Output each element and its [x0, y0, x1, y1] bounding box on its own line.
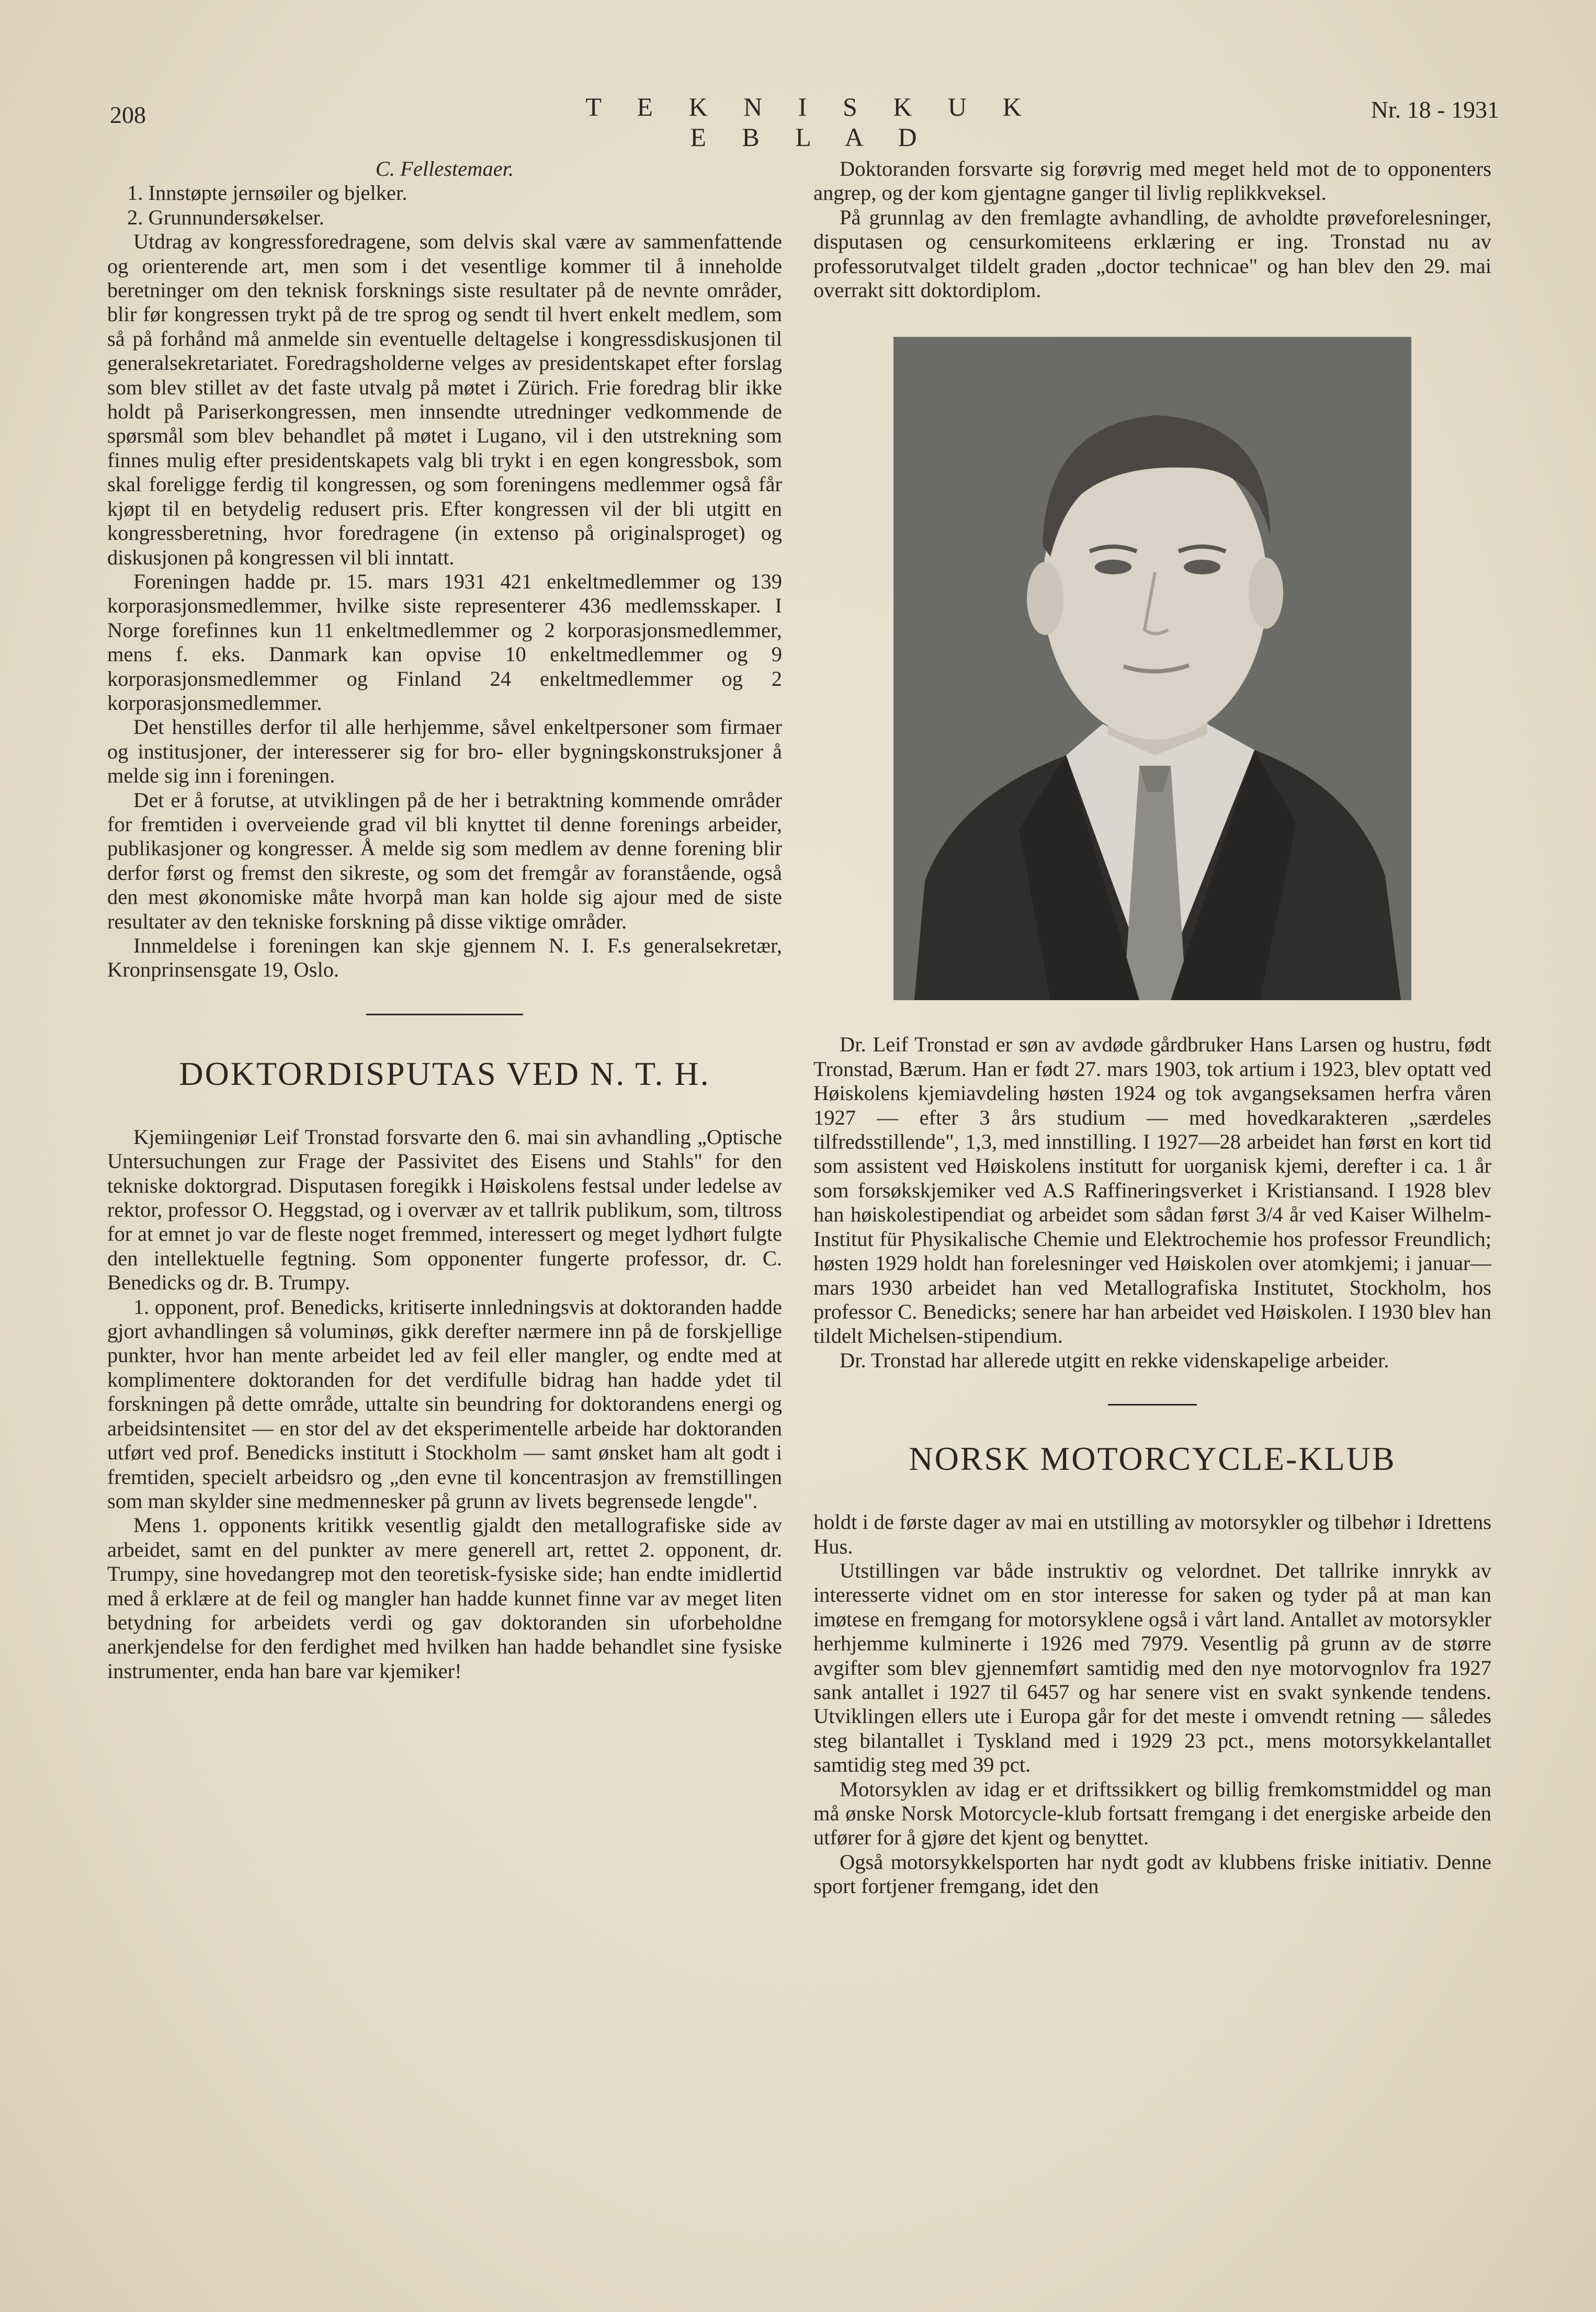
body-paragraph: Dr. Leif Tronstad er søn av avdøde gårdbruker Hans Larsen og hustru, født Tronstad, Bærum. Han er født 27. mars 1903, tok artium i 1923, blev optatt ved Høiskolens kjemiavdeling høsten 1924 og tok avgangseksamen herfra våren 1927 — efter 3 års studium — med hovedkarakteren „særdeles tilfredsstillende", 1,3, med innstilling. I 1927—28 arbeidet han først en kort tid som assistent ved Høiskolens institutt for uorganisk kjemi, derefter i ca. 1 år som forsøkskjemiker ved A.S Raffineringsverket i Kristiansand. I 1928 blev han høiskolestipendiat og arbeidet som sådan først 3/4 år ved Kaiser Wilhelm-Institut für Physikalische Chemie und Elektrochemie hos professor Freundlich; høsten 1929 holdt han forelesninger ved Høiskolen over atomkjemi; i januar—mars 1930 arbeidet han ved Metallografiska Institutet, Stockholm, hos professor C. Benedicks; senere har han arbeidet ved Høiskolen. I 1930 blev han tildelt Michelsen-stipendium.	[813, 1033, 1491, 1348]
body-paragraph: Doktoranden forsvarte sig forøvrig med meget held mot de to opponenters angrep, og der kom gjentagne ganger til livlig replikkveksel.	[813, 157, 1491, 205]
body-paragraph: Foreningen hadde pr. 15. mars 1931 421 enkeltmedlemmer og 139 korporasjonsmedlemmer, hvilke siste representerer 436 medlemsskaper. I Norge forefinnes kun 11 enkeltmedlemmer og 2 korporasjonsmedlemmer, mens f. eks. Danmark kan opvise 10 enkeltmedlemmer og 9 korporasjonsmedlemmer og Finland 24 enkeltmedlemmer og 2 korporasjonsmedlemmer.	[107, 569, 782, 715]
body-paragraph: holdt i de første dager av mai en utstilling av motorsykler og tilbehør i Idrettens Hus.	[813, 1510, 1491, 1558]
body-paragraph: Dr. Tronstad har allerede utgitt en rekke videnskapelige arbeider.	[840, 1348, 1389, 1372]
left-column	[107, 157, 782, 1683]
body-paragraph: Utdrag av kongressforedragene, som delvis skal være av sammenfattende og orienterende art, men som i det vesentlige kommer til å inneholde beretninger om den teknisk forsknings siste resultater på de nevnte områder, blir før kongressen trykt på de tre sprog og sendt til hvert enkelt medlem, som så på forhånd må anmelde sin eventuelle deltagelse i kongressdiskusjonen til generalsekretariatet. Foredragsholderne velges av presidentskapet efter forslag som blev stillet av det faste utvalg på møtet i Zürich. Frie foredrag blir ikke holdt på Pariserkongressen, men innsendte utredninger vedkommende de spørsmål som blev behandlet på møtet i Lugano, vil i den utstrekning som finnes mulig efter presidentskapets valg bli trykt i en egen kongressbok, som skal foreligge ferdig til kongressen, og som foreningens medlemmer også får kjøpt til en betydelig redusert pris. Efter kongressen vil der bli utgitt en kongressberetning, hvor foredragene (in extenso på originalsproget) og diskusjonen på kongressen vil bli inntatt.	[107, 230, 782, 569]
page-number: 208	[110, 101, 146, 128]
article-title: DOKTORDISPUTAS VED N. T. H.	[179, 1055, 710, 1092]
section-heading: C. Fellestemaer.	[375, 157, 514, 180]
body-paragraph: På grunnlag av den fremlagte avhandling, de avholdte prøveforelesninger, disputasen og censurkomiteens erklæring er ing. Tronstad nu av professorutvalget tildelt graden „doctor technicae" og han blev den 29. mai overrakt sitt doktordiplom.	[813, 205, 1491, 302]
section-divider	[366, 1014, 523, 1015]
right-column	[813, 157, 1491, 1899]
topic-list	[107, 181, 782, 230]
portrait-photo	[893, 337, 1411, 1000]
portrait-illustration	[893, 337, 1411, 1000]
body-paragraph: Innmeldelse i foreningen kan skje gjennem N. I. F.s generalsekretær, Kronprinsensgate 19, Oslo.	[107, 934, 782, 982]
list-item: 1. Innstøpte jernsøiler og bjelker.	[127, 181, 408, 205]
body-paragraph: Kjemiingeniør Leif Tronstad forsvarte den 6. mai sin avhandling „Optische Untersuchungen zur Frage der Passivitet des Eisens und Stahls" for den tekniske doktorgrad. Disputasen foregikk i Høiskolens festsal under ledelse av rektor, professor O. Heggstad, og i overvær av et tallrik publikum, som, tiltross for at emnet jo var de fleste noget fremmed, interessert og meget lydhørt fulgte den intellektuelle fegtning. Som opponenter fungerte professor, dr. C. Benedicks og dr. B. Trumpy.	[107, 1125, 782, 1295]
body-paragraph: Utstillingen var både instruktiv og velordnet. Det tallrike innrykk av interesserte vidnet om en stor interesse for saken og tyder på at man kan imøtese en fremgang for motorsyklene også i vårt land. Antallet av motorsykler herhjemme kulminerte i 1926 med 7979. Vesentlig på grunn av de større avgifter som blev gjennemført samtidig med den nye motorvognlov fra 1927 sank antallet i 1927 til 6457 og har senere vist en svakt synkende tendens. Utviklingen ellers ute i Europa går for det meste i omvendt retning — således steg bilantallet i Tyskland med i 1929 23 pct., mens motorsykkelantallet samtidig steg med 39 pct.	[813, 1558, 1491, 1777]
page-header	[0, 92, 1596, 152]
body-paragraph: 1. opponent, prof. Benedicks, kritiserte innledningsvis at doktoranden hadde gjort avhandlingen så voluminøs, gikk derefter nærmere inn på de forskjellige punkter, hvor han mente arbeidet led av feil eller mangler, og endte med at komplimentere doktoranden for det verdifulle bidrag han hadde ydet til forskningen på dette område, uttalte sin beundring for doktorandens energi og arbeidsintensitet — en stor del av det eksperimentelle arbeide har doktoranden utført ved prof. Benedicks institutt i Stockholm — samt ønsket ham alt godt i fremtiden, specielt arbeidsro og „den evne til koncentrasjon av fremstillingen som man skylder sine medmennesker på grunn av livets begrensede lengde".	[107, 1295, 782, 1513]
body-paragraph: Det er å forutse, at utviklingen på de her i betraktning kommende områder for fremtiden i overveiende grad vil bli knyttet til denne forenings arbeider, publikasjoner og kongresser. Å melde sig som medlem av denne forening blir derfor først og fremst den sikreste, og som det fremgår av foranstående, også den mest økonomiske måte hvorpå man kan holde sig ajour med de siste resultater av den tekniske forskning på disse viktige områder.	[107, 788, 782, 933]
body-paragraph: Mens 1. opponents kritikk vesentlig gjaldt den metallografiske side av arbeidet, samt en del punkter av mere generell art, rettet 2. opponent, dr. Trumpy, sine hovedangrep mot den teoretisk-fysiske side; han endte imidlertid med å erklære at de feil og mangler han hadde kunnet finne var av meget liten betydning for arbeidets verdi og gav doktoranden sin uforbeholdne anerkjendelse for den ferdighet med hvilken han hadde behandlet sine fysiske instrumenter, enda han bare var kjemiker!	[107, 1513, 782, 1683]
section-divider	[1108, 1404, 1197, 1406]
list-item: 2. Grunnundersøkelser.	[127, 205, 324, 229]
issue-number: Nr. 18 - 1931	[1371, 96, 1499, 123]
body-paragraph: Motorsyklen av idag er et driftssikkert og billig fremkomstmiddel og man må ønske Norsk Motorcycle-klub fortsatt fremgang i det energiske arbeide den utfører for å gjøre det kjent og benyttet.	[813, 1777, 1491, 1850]
body-paragraph: Det henstilles derfor til alle herhjemme, såvel enkeltpersoner som firmaer og institusjoner, der interesserer sig for bro- eller bygningskonstruksjoner å melde sig inn i foreningen.	[107, 715, 782, 788]
portrait-container	[813, 337, 1491, 1000]
journal-title: T E K N I S K U K E B L A D	[585, 92, 1036, 152]
body-paragraph: Også motorsykkelsporten har nydt godt av klubbens friske initiativ. Denne sport fortjener fremgang, idet den	[813, 1850, 1491, 1898]
article-title: NORSK MOTORCYCLE-KLUB	[909, 1440, 1396, 1478]
